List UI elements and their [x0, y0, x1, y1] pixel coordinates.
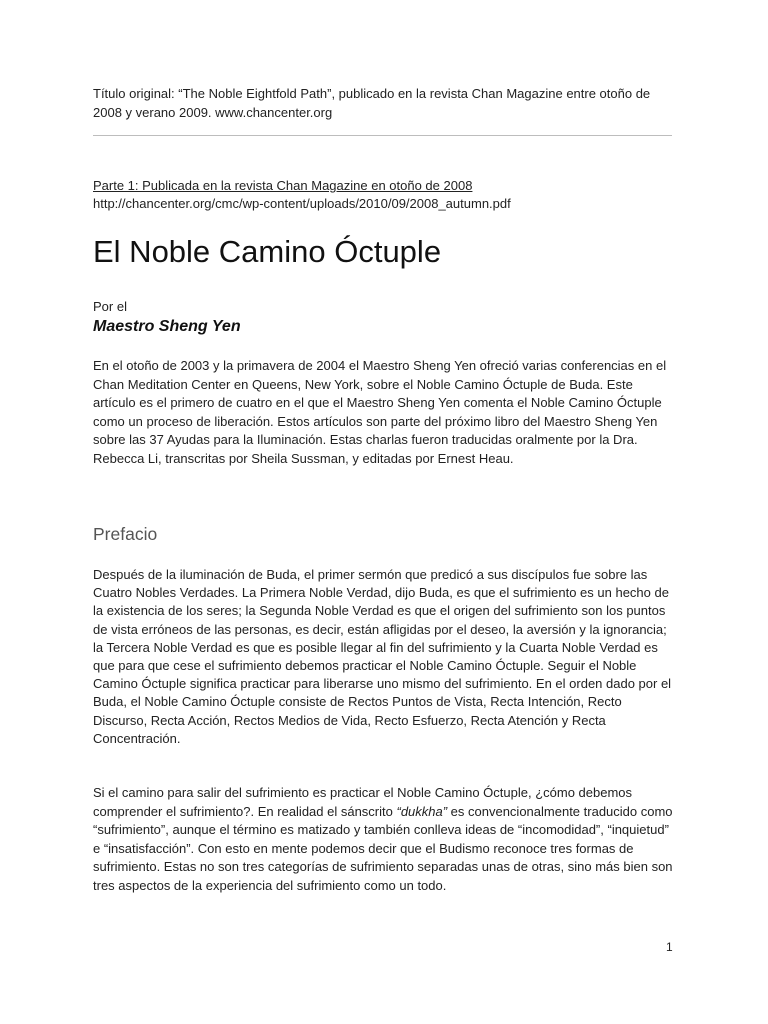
header-divider [93, 135, 672, 136]
body-paragraph-1: Después de la iluminación de Buda, el primer sermón que predicó a sus discípulos fue sobre las Cuatro Nobles Verdades. La Primera Noble Verdad, dijo Buda, es que el sufrimiento es un hecho de la existencia de los seres; la Segunda Noble Verdad es que el origen del sufrimiento son los puntos de vista erróneos de las personas, es decir, están afligidas por el deseo, la aversión y la ignorancia; la Tercera Noble Verdad es que es posible llegar al fin del sufrimiento y la Cuarta Noble Verdad es que para que cese el sufrimiento debemos practicar el Noble Camino Óctuple. Seguir el Noble Camino Óctuple significa practicar para liberarse uno mismo del sufrimiento. En el orden dado por el Buda, el Noble Camino Óctuple consiste de Rectos Puntos de Vista, Recta Intención, Recto Discurso, Recta Acción, Rectos Medios de Vida, Recto Esfuerzo, Recta Atención y Recta Concentración. [93, 567, 672, 746]
part-link[interactable]: Parte 1: Publicada en la revista Chan Magazine en otoño de 2008 [93, 178, 473, 193]
body-paragraph-2 [93, 784, 679, 895]
page-number: 1 [666, 940, 673, 954]
article-title: El Noble Camino Óctuple [93, 234, 442, 269]
author-name: Maestro Sheng Yen [93, 318, 241, 335]
section-heading: Prefacio [93, 524, 158, 544]
byline-prefix: Por el [93, 299, 127, 314]
paragraph-2-end: es convencionalmente traducido como “sufrimiento”, aunque el término es matizado y también conlleva ideas de “incomodidad”, “inquietud” e “insatisfacción”. Con esto en mente podemos decir que el Budismo reconoce tres formas de sufrimiento. Estas no son tres categorías de sufrimiento separadas unas de otras, sino más bien son tres aspectos de la experiencia del sufrimiento como un todo. [93, 803, 673, 893]
intro-paragraph: En el otoño de 2003 y la primavera de 2004 el Maestro Sheng Yen ofreció varias conferencias en el Chan Meditation Center en Queens, New York, sobre el Noble Camino Óctuple de Buda. Este artículo es el primero de cuatro en el que el Maestro Sheng Yen comenta el Noble Camino Óctuple como un proceso de liberación. Estos artículos son parte del próximo libro del Maestro Sheng Yen sobre las 37 Ayudas para la Iluminación. Estas charlas fueron traducidas oralmente por la Dra. Rebecca Li, transcritas por Sheila Sussman, y editadas por Ernest Heau. [93, 358, 667, 466]
paragraph-2-start: Si el camino para salir del sufrimiento es practicar el Noble Camino Óctuple, ¿cómo debemos comprender el sufrimiento?. En realidad el sánscrito [93, 785, 633, 819]
dukkha-term: “dukkha” [396, 803, 448, 819]
original-title-note: Título original: “The Noble Eightfold Path”, publicado en la revista Chan Magazine entre otoño de 2008 y verano 2009. www.chancenter.org [93, 86, 651, 120]
pdf-url: http://chancenter.org/cmc/wp-content/uploads/2010/09/2008_autumn.pdf [93, 196, 511, 211]
